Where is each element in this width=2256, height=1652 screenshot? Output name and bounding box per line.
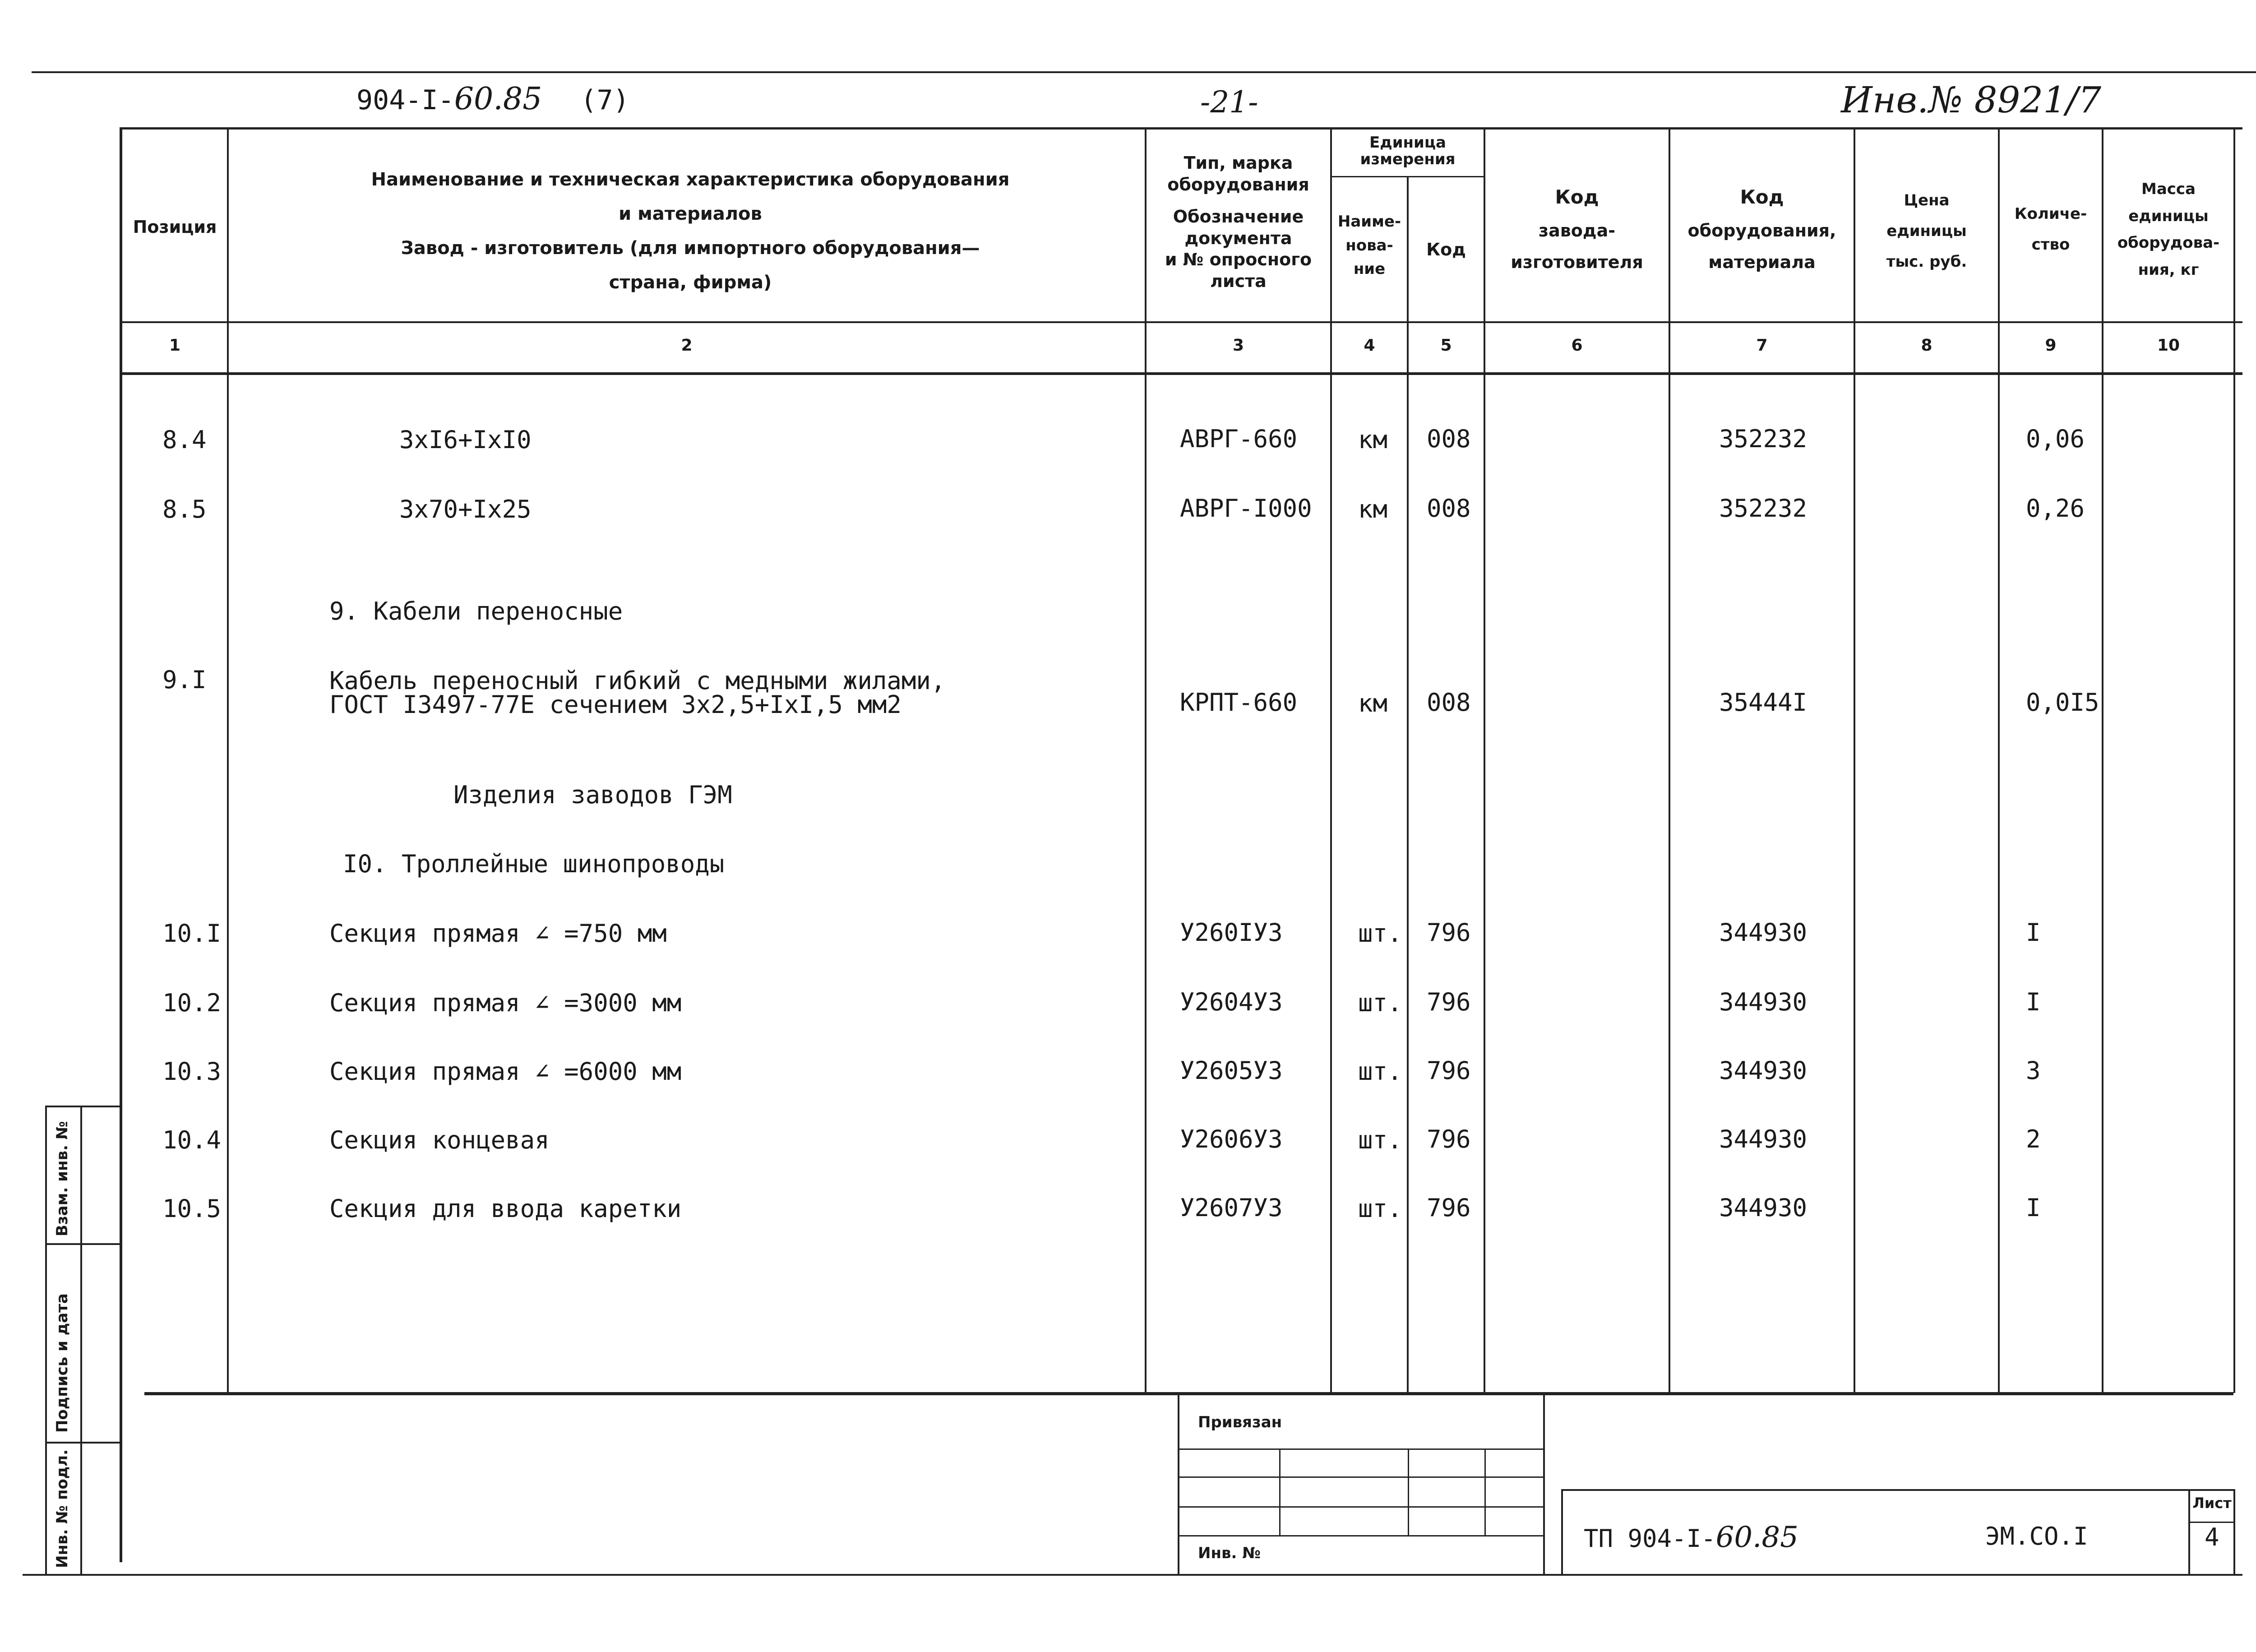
col-divider-3 [1330,127,1332,1393]
header-unit-name-line1: Наиме- [1337,213,1401,231]
header-name-line4: страна, фирма) [609,272,772,293]
number-row-bottom-border [120,372,2242,375]
column-number-3: 3 [1232,336,1244,355]
header-mass-line1: Масса [2141,180,2196,198]
row-quantity: I [2026,918,2041,947]
header-equipment-line3: материала [1708,252,1816,272]
column-number-2: 2 [681,336,693,355]
row-unit-code: 008 [1427,494,1471,523]
row-material-code: 344930 [1719,918,1808,947]
row-name: 3x70+Ix25 [399,495,532,523]
column-number-8: 8 [1921,336,1932,355]
header-price-line2: единицы [1886,222,1967,240]
row-unit: шт. [1358,1057,1402,1086]
header-type-line6: листа [1210,271,1267,291]
row-quantity: 2 [2026,1125,2041,1153]
row-material-code: 344930 [1719,1056,1808,1085]
side-replaced-inv-label: Взам. инв. № [53,1121,71,1236]
col-divider-6 [1669,127,1670,1393]
header-manufacturer-line2: завода- [1539,220,1615,241]
attached-label: Привязан [1198,1413,1282,1431]
page-number: -21- [1200,85,1258,120]
row-unit: шт. [1358,919,1402,948]
row-quantity: 0,26 [2026,494,2085,523]
col-divider-8 [1998,127,2000,1393]
row-type: У2606У3 [1180,1125,1283,1153]
row-position: 10.3 [162,1057,222,1086]
document-handwritten-number: 60.85 [454,81,542,117]
stamp-doc-handwritten: 60.85 [1715,1521,1798,1554]
header-equipment-line2: оборудования, [1687,220,1836,241]
header-unit-line2: измерения [1360,150,1456,169]
col-divider-5 [1484,127,1485,1393]
bottom-border-line [23,1574,2242,1576]
col-divider-9 [2102,127,2103,1393]
col-divider-2 [1145,127,1146,1393]
header-equipment-line1: Код [1740,186,1784,208]
header-quantity [2000,199,2102,260]
row-type: КРПТ-660 [1180,688,1298,717]
row-name: 3xI6+IxI0 [399,426,532,454]
inventory-number: Инв.№ 8921/7 [1841,79,2102,121]
row-unit-code: 796 [1427,1125,1471,1153]
side-original-inv-label: Инв. № подл. [53,1449,71,1568]
row-position: 8.5 [162,495,207,523]
column-number-1: 1 [169,336,181,355]
row-type: АВРГ-660 [1180,425,1298,453]
header-quantity-line1: Количе- [2014,205,2087,223]
header-mass-line3: оборудова- [2117,234,2220,252]
row-type: У2605У3 [1180,1056,1283,1085]
row-quantity: 0,06 [2026,425,2085,453]
header-position: Позиция [133,217,217,237]
row-material-code: 344930 [1719,1125,1808,1153]
header-name-line3: Завод - изготовитель (для импортного оборудования— [401,238,980,259]
document-sheet-ref: (7) [580,84,629,116]
row-material-code: 352232 [1719,425,1808,453]
stamp-doc-code: ЭМ.СО.I [1985,1522,2088,1550]
row-unit-code: 796 [1427,988,1471,1016]
header-mass-line2: единицы [2128,207,2209,225]
row-unit-code: 796 [1427,1194,1471,1222]
row-name: Секция концевая [329,1126,550,1154]
row-position: 9.I [162,666,207,694]
row-quantity: I [2026,988,2041,1016]
row-name: Секция прямая ∠ =750 мм [329,919,667,948]
row-material-code: 344930 [1719,1194,1808,1222]
header-type-line3: Обозначение [1173,207,1304,227]
header-unit-line1: Единица [1369,134,1446,152]
header-price-line3: тыс. руб. [1886,253,1967,271]
column-number-7: 7 [1756,336,1768,355]
header-equipment-code [1670,180,1854,278]
sheet-number: 4 [2205,1523,2219,1551]
header-manufacturer-line1: Код [1555,186,1599,208]
row-unit-code: 008 [1427,688,1471,717]
header-unit-name [1332,210,1407,281]
row-unit: км [1358,495,1388,523]
header-unit-group [1332,134,1484,168]
row-unit: шт. [1358,1126,1402,1154]
row-unit-code: 008 [1427,425,1471,453]
row-name: Секция для ввода каретки [329,1194,682,1223]
column-number-10: 10 [2157,336,2180,355]
row-type: У260IУ3 [1180,918,1283,947]
row-material-code: 35444I [1719,688,1808,717]
row-name: Секция прямая ∠ =3000 мм [329,989,682,1017]
row-material-code: 344930 [1719,988,1808,1016]
side-signature-date-label: Подпись и дата [53,1293,71,1433]
row-type: У2607У3 [1180,1194,1283,1222]
row-unit-code: 796 [1427,918,1471,947]
column-number-4: 4 [1364,336,1375,355]
table-bottom-border [144,1392,2233,1395]
row-unit-code: 796 [1427,1056,1471,1085]
row-unit: км [1358,426,1388,454]
stamp-doc-prefix: ТП 904-I- [1584,1524,1716,1553]
header-type-designation [1146,153,1330,292]
row-name-line2: ГОСТ I3497-77Е сечением 3x2,5+IxI,5 мм2 [329,690,901,719]
header-name-description [244,162,1137,300]
column-number-6: 6 [1571,336,1583,355]
column-number-9: 9 [2045,336,2057,355]
row-unit: шт. [1358,1194,1402,1223]
section-10-title: I0. Троллейные шинопроводы [343,850,725,878]
header-type-line1: Тип, марка [1183,153,1293,173]
header-unit-name-line2: нова- [1345,236,1393,255]
row-position: 10.4 [162,1126,222,1154]
header-name-line2: и материалов [619,204,762,224]
row-name: Секция прямая ∠ =6000 мм [329,1057,682,1086]
header-unit-code: Код [1426,240,1466,259]
header-unit-mass [2103,176,2233,283]
sheet-label: Лист [2192,1495,2232,1512]
row-position: 10.I [162,919,222,948]
header-quantity-line2: ство [2031,236,2070,254]
column-number-5: 5 [1440,336,1452,355]
inventory-no-label: Инв. № [1198,1544,1261,1562]
col-divider-4 [1407,176,1409,1393]
row-name-line1: Кабель переносный гибкий с медными жилами, [329,666,946,695]
row-unit: шт. [1358,989,1402,1017]
table-top-border [120,127,2242,130]
header-name-line1: Наименование и техническая характеристика оборудования [371,169,1010,190]
header-type-line5: и № опросного [1165,250,1312,269]
document-prefix: 904-I- [356,84,454,116]
header-manufacturer-line3: изготовителя [1511,252,1643,272]
header-bottom-border [120,321,2242,323]
row-unit: км [1358,689,1388,717]
col-divider-1 [227,127,229,1393]
header-unit-price [1855,185,1998,277]
header-manufacturer-code [1485,180,1669,278]
header-mass-line4: ния, кг [2138,260,2199,279]
table-right-border [2233,127,2235,1393]
header-type-line2: оборудования [1167,174,1309,194]
row-type: У2604У3 [1180,988,1283,1016]
section-9-title: 9. Кабели переносные [329,597,623,625]
header-type-line4: документа [1184,228,1292,248]
header-unit-name-line3: ние [1353,260,1386,278]
stamp-document-number [1584,1521,1798,1554]
row-quantity: 3 [2026,1056,2041,1085]
row-material-code: 352232 [1719,494,1808,523]
row-position: 8.4 [162,426,207,454]
row-quantity: I [2026,1194,2041,1222]
header-price-line1: Цена [1904,191,1950,209]
row-position: 10.2 [162,989,222,1017]
row-position: 10.5 [162,1194,222,1223]
top-border-line [32,71,2256,73]
col-divider-7 [1854,127,1855,1393]
document-number [356,81,629,117]
group-title: Изделия заводов ГЭМ [453,781,732,809]
row-quantity: 0,0I5 [2026,688,2099,717]
row-type: АВРГ-I000 [1180,494,1312,523]
